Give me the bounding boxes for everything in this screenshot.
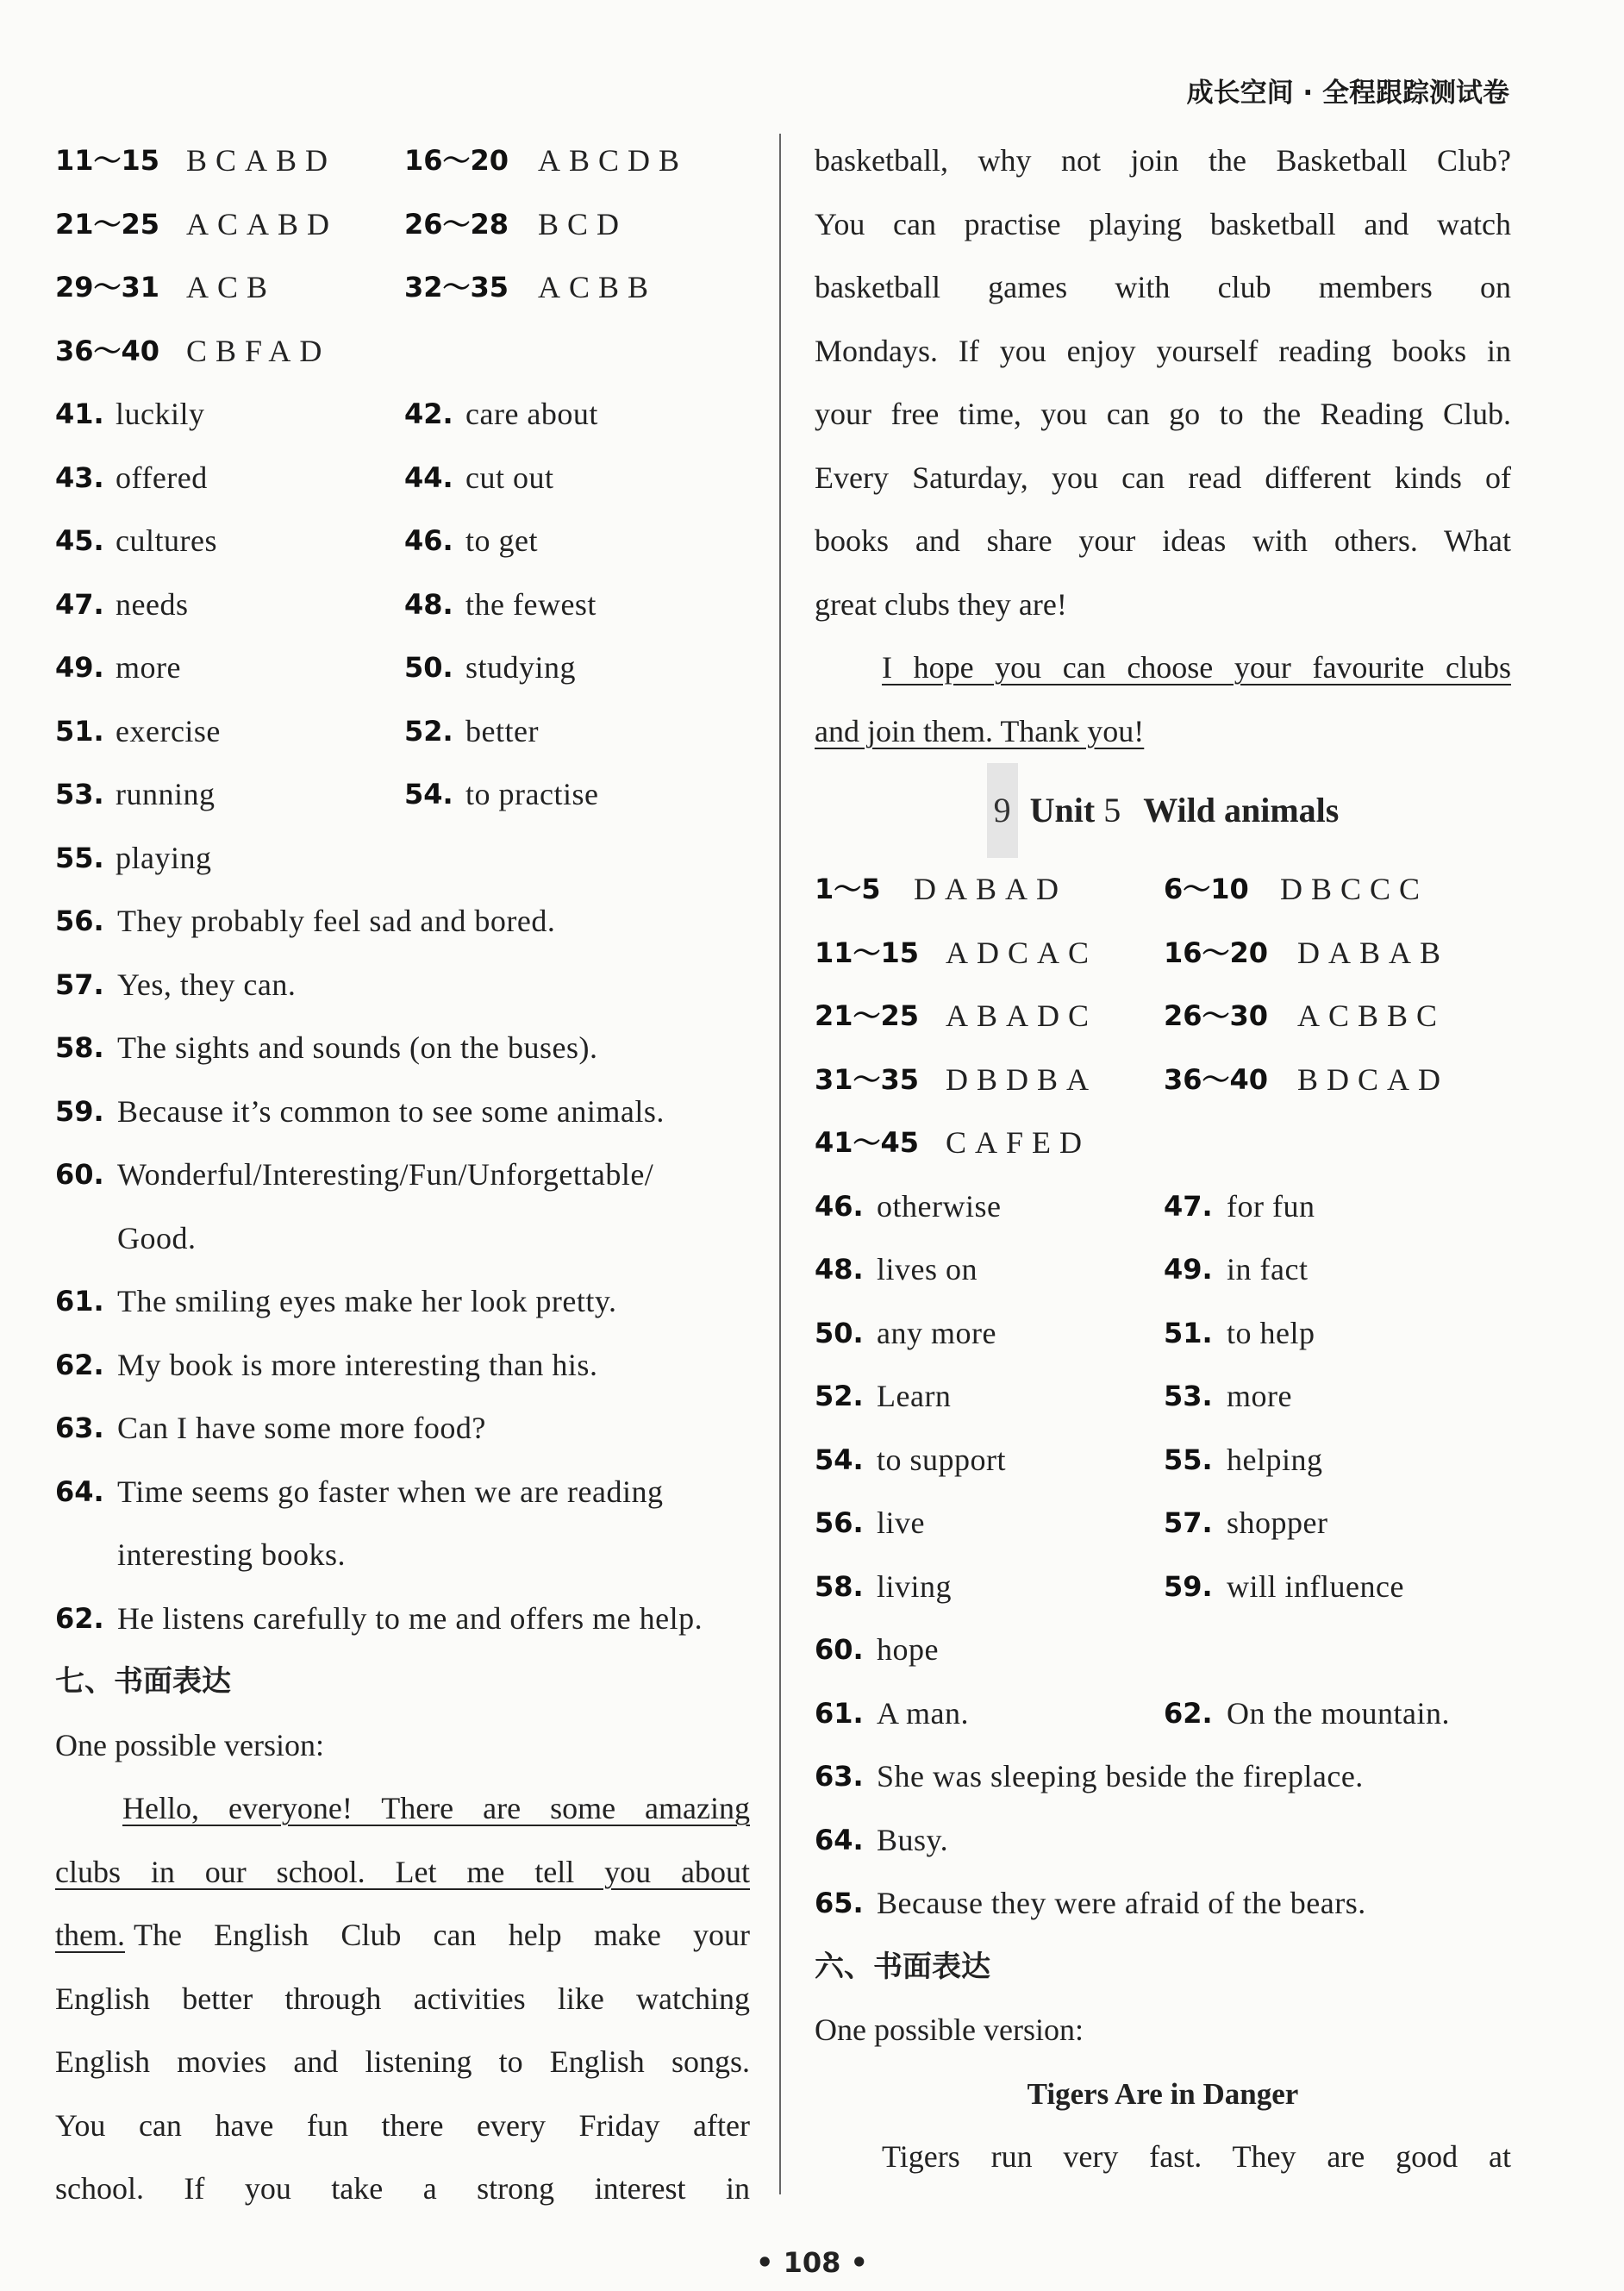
answer-row	[55, 1270, 750, 1334]
answer-text: Good.	[117, 1220, 197, 1255]
question-number: 49.	[55, 651, 104, 684]
answer-row	[55, 1461, 750, 1524]
question-number: 42.	[404, 397, 453, 430]
question-range: 32～35	[404, 271, 509, 304]
answer: studying	[465, 650, 577, 685]
question-number: 51.	[1164, 1316, 1213, 1349]
answer: CAFED	[946, 1125, 1091, 1160]
question-number: 59.	[55, 1094, 104, 1128]
essay-line: Every Saturday, you can read different kinds of	[815, 460, 1511, 495]
essay-title: Tigers Are in Danger	[1027, 2076, 1299, 2111]
question-number: 44.	[404, 460, 453, 494]
essay-line: school. If you take a strong interest in	[55, 2171, 750, 2206]
question-number: 51.	[55, 714, 104, 748]
answer-text: Yes, they can.	[117, 967, 297, 1002]
answer: more	[116, 650, 181, 685]
unit-number-badge: 9	[987, 763, 1018, 858]
answer: to support	[877, 1442, 1007, 1477]
answer: cultures	[116, 523, 217, 558]
mc-row	[815, 858, 1511, 922]
question-number: 61.	[55, 1285, 104, 1318]
possible-version-label: One possible version:	[55, 1727, 324, 1762]
answer-pair-row	[55, 383, 750, 447]
question-number: 47.	[1164, 1189, 1213, 1223]
question-number: 54.	[815, 1443, 864, 1476]
answer: BDCAD	[1297, 1061, 1450, 1097]
answer: shopper	[1227, 1505, 1328, 1540]
question-number: 62.	[55, 1601, 104, 1635]
answer: ACB	[186, 270, 277, 304]
answer: cut out	[465, 460, 554, 495]
mc-row	[55, 320, 750, 384]
answer-text: They probably feel sad and bored.	[117, 904, 556, 938]
question-range: 29～31	[55, 271, 160, 304]
question-number: 48.	[815, 1253, 864, 1286]
question-number: 53.	[1164, 1380, 1213, 1412]
question-number: 57.	[55, 967, 104, 1001]
essay-line: Mondays. If you enjoy yourself reading books in	[815, 333, 1511, 368]
question-number: 56.	[815, 1506, 864, 1539]
answer-pair-row	[55, 510, 750, 573]
question-range: 26～30	[1164, 999, 1269, 1032]
question-range: 1～5	[815, 873, 881, 905]
answer: helping	[1227, 1442, 1323, 1477]
answer-text: The sights and sounds (on the buses).	[117, 1030, 598, 1065]
answer-text: Busy.	[877, 1822, 949, 1857]
answer-pair-row	[55, 573, 750, 637]
answer-row	[815, 1872, 1511, 1936]
essay-line: your free time, you can go to the Reading Club.	[815, 397, 1511, 431]
answer: BCD	[538, 206, 628, 241]
section-title: 七、书面表达	[55, 1664, 231, 1699]
answer-text: Wonderful/Interesting/Fun/Unforgettable/	[117, 1157, 654, 1192]
answer: DBDBA	[946, 1061, 1098, 1097]
answer: playing	[116, 840, 212, 875]
answer-text: interesting books.	[117, 1537, 346, 1572]
question-number: 62.	[1164, 1696, 1213, 1730]
answer-pair-row	[55, 447, 750, 510]
question-number: 50.	[815, 1316, 864, 1349]
answer: exercise	[116, 713, 221, 748]
answer-pair-row	[815, 1556, 1511, 1619]
right-column	[815, 129, 1511, 2189]
unit-heading	[815, 763, 1511, 858]
answer-row	[815, 1745, 1511, 1809]
question-number: 65.	[815, 1887, 864, 1919]
question-number: 46.	[404, 524, 453, 557]
answer: any more	[877, 1315, 996, 1350]
answer: CBFAD	[186, 333, 331, 368]
mc-row	[55, 129, 750, 193]
answer: for fun	[1227, 1188, 1315, 1224]
mc-row	[815, 1111, 1511, 1175]
answer: hope	[877, 1632, 939, 1667]
answer: in fact	[1227, 1252, 1309, 1286]
answer-row	[55, 1143, 750, 1207]
question-range: 41～45	[815, 1126, 920, 1159]
essay-text: The English Club can help make your	[133, 1918, 750, 1952]
essay-line: English movies and listening to English songs.	[55, 2044, 750, 2079]
unit-label: Unit	[1029, 791, 1096, 829]
answer-text: My book is more interesting than his.	[117, 1347, 598, 1382]
answer-pair-row	[55, 763, 750, 827]
answer: offered	[116, 460, 208, 495]
question-number: 49.	[1164, 1253, 1213, 1286]
essay-line: English better through activities like watching	[55, 1981, 750, 2016]
question-number: 57.	[1164, 1506, 1213, 1539]
answer-row	[55, 1334, 750, 1398]
section-title: 六、书面表达	[815, 1949, 990, 1984]
question-number: 61.	[815, 1696, 864, 1730]
answer: more	[1227, 1379, 1292, 1413]
answer-pair-row	[815, 1618, 1511, 1682]
question-number: 48.	[404, 587, 453, 621]
answer: lives on	[877, 1252, 978, 1286]
question-number: 58.	[55, 1031, 104, 1064]
answer: ACBBC	[1297, 998, 1446, 1033]
mc-row	[815, 1048, 1511, 1112]
question-range: 21～25	[55, 207, 160, 241]
essay-line: basketball games with club members on	[815, 270, 1511, 304]
answer-row-continued	[55, 1524, 750, 1587]
answer-text: He listens carefully to me and offers me help.	[117, 1600, 703, 1636]
answer: A man.	[877, 1695, 969, 1731]
question-number: 46.	[815, 1189, 864, 1223]
answer: otherwise	[877, 1188, 1002, 1224]
answer-pair-row	[55, 827, 750, 891]
essay-underlined-text: Hello, everyone! There are some amazing	[122, 1791, 750, 1825]
unit-title: Wild animals	[1143, 791, 1340, 829]
answer-row	[55, 954, 750, 1017]
answer: living	[877, 1568, 953, 1604]
question-range: 6～10	[1164, 873, 1249, 905]
question-range: 11～15	[55, 144, 160, 177]
page-header: 成长空间 · 全程跟踪测试卷	[1186, 78, 1509, 109]
essay-line: basketball, why not join the Basketball Club?	[815, 143, 1511, 178]
left-column	[55, 129, 750, 2221]
question-range: 21～25	[815, 999, 920, 1032]
answer: DBCCC	[1280, 872, 1429, 906]
answer-text: Because it’s common to see some animals.	[117, 1093, 665, 1129]
answer: ACBB	[538, 270, 658, 304]
mc-row	[815, 985, 1511, 1048]
answer-pair-row	[815, 1365, 1511, 1429]
question-number: 59.	[1164, 1569, 1213, 1603]
answer: DABAB	[1297, 935, 1450, 970]
question-number: 52.	[404, 714, 453, 748]
answer: DABAD	[914, 872, 1068, 906]
answer-text: She was sleeping beside the fireplace.	[877, 1759, 1364, 1793]
essay-line: clubs in our school. Let me tell you about	[55, 1854, 750, 1889]
question-number: 55.	[55, 841, 104, 874]
question-number: 64.	[55, 1474, 104, 1508]
question-number: 43.	[55, 460, 104, 494]
question-number: 60.	[55, 1158, 104, 1191]
answer: care about	[465, 397, 598, 431]
answer: live	[877, 1505, 925, 1540]
question-number: 58.	[815, 1569, 864, 1603]
essay-line: You can practise playing basketball and watch	[815, 206, 1511, 241]
question-number: 54.	[404, 778, 453, 811]
mc-row	[815, 922, 1511, 986]
essay-line	[815, 700, 1511, 764]
answer: ABCDB	[538, 143, 689, 178]
question-number: 56.	[55, 905, 104, 937]
answer-pair-row	[815, 1429, 1511, 1493]
answer-pair-row	[815, 1175, 1511, 1239]
answer-row	[55, 1587, 750, 1651]
question-number: 63.	[815, 1760, 864, 1793]
question-number: 60.	[815, 1633, 864, 1666]
question-range: 26～28	[404, 207, 509, 241]
question-number: 63.	[55, 1412, 104, 1444]
answer-pair-row	[815, 1238, 1511, 1302]
answer-row-continued	[55, 1207, 750, 1271]
question-number: 41.	[55, 397, 104, 430]
essay-line	[815, 636, 1511, 700]
answer-pair-row	[815, 1492, 1511, 1556]
question-range: 36～40	[55, 334, 160, 367]
question-number: 47.	[55, 587, 104, 621]
question-number: 64.	[815, 1823, 864, 1856]
answer: needs	[116, 586, 189, 622]
essay-line	[55, 1777, 750, 1841]
answer-row	[55, 1017, 750, 1080]
column-divider	[779, 134, 781, 2194]
answer-pair-row	[55, 700, 750, 764]
question-number: 53.	[55, 778, 104, 811]
question-range: 16～20	[404, 144, 509, 177]
answer: to help	[1227, 1315, 1315, 1350]
essay-text: Tigers run very fast. They are good at	[882, 2139, 1511, 2174]
question-range: 11～15	[815, 936, 920, 969]
mc-row	[55, 256, 750, 320]
answer: better	[465, 713, 539, 748]
answer-row	[55, 1080, 750, 1144]
answer-text: The smiling eyes make her look pretty.	[117, 1284, 617, 1318]
essay-underlined-text: them.	[55, 1918, 125, 1952]
answer: Learn	[877, 1379, 952, 1413]
answer: running	[116, 777, 215, 811]
question-number: 45.	[55, 524, 104, 557]
answer-pair-row	[55, 636, 750, 700]
answer: to practise	[465, 777, 599, 811]
answer: ACABD	[186, 206, 339, 241]
question-range: 16～20	[1164, 936, 1269, 969]
essay-line: You can have fun there every Friday after	[55, 2107, 750, 2143]
answer-text: Time seems go faster when we are reading	[117, 1474, 664, 1509]
answer-row	[815, 1809, 1511, 1873]
answer: BCABD	[186, 143, 337, 178]
essay-line: great clubs they are!	[815, 586, 1067, 622]
answer: luckily	[116, 397, 205, 431]
answer-pair-row	[815, 1682, 1511, 1746]
essay-line	[815, 2125, 1511, 2189]
question-range: 31～35	[815, 1062, 920, 1096]
answer: the fewest	[465, 586, 597, 622]
question-number: 50.	[404, 651, 453, 684]
question-range: 36～40	[1164, 1062, 1269, 1096]
answer: ADCAC	[946, 935, 1098, 970]
question-number: 52.	[815, 1380, 864, 1412]
answer: to get	[465, 523, 538, 558]
answer: will influence	[1227, 1568, 1404, 1604]
mc-row	[55, 193, 750, 257]
answer: On the mountain.	[1227, 1695, 1450, 1731]
page-number: • 108 •	[756, 2246, 868, 2279]
answer-row	[55, 890, 750, 954]
answer-row	[55, 1397, 750, 1461]
question-number: 55.	[1164, 1443, 1213, 1476]
answer-pair-row	[815, 1302, 1511, 1366]
possible-version-label: One possible version:	[815, 2012, 1084, 2047]
essay-line: books and share your ideas with others. What	[815, 523, 1511, 558]
answer: ABADC	[946, 998, 1098, 1033]
essay-underlined-text: and join them. Thank you!	[815, 713, 1145, 748]
unit-number: 5	[1103, 791, 1121, 829]
essay-underlined-text: I hope you can choose your favourite clubs	[882, 650, 1511, 685]
answer-text: Because they were afraid of the bears.	[877, 1886, 1366, 1920]
question-number: 62.	[55, 1348, 104, 1381]
essay-line	[55, 1904, 750, 1968]
answer-text: Can I have some more food?	[117, 1411, 486, 1445]
